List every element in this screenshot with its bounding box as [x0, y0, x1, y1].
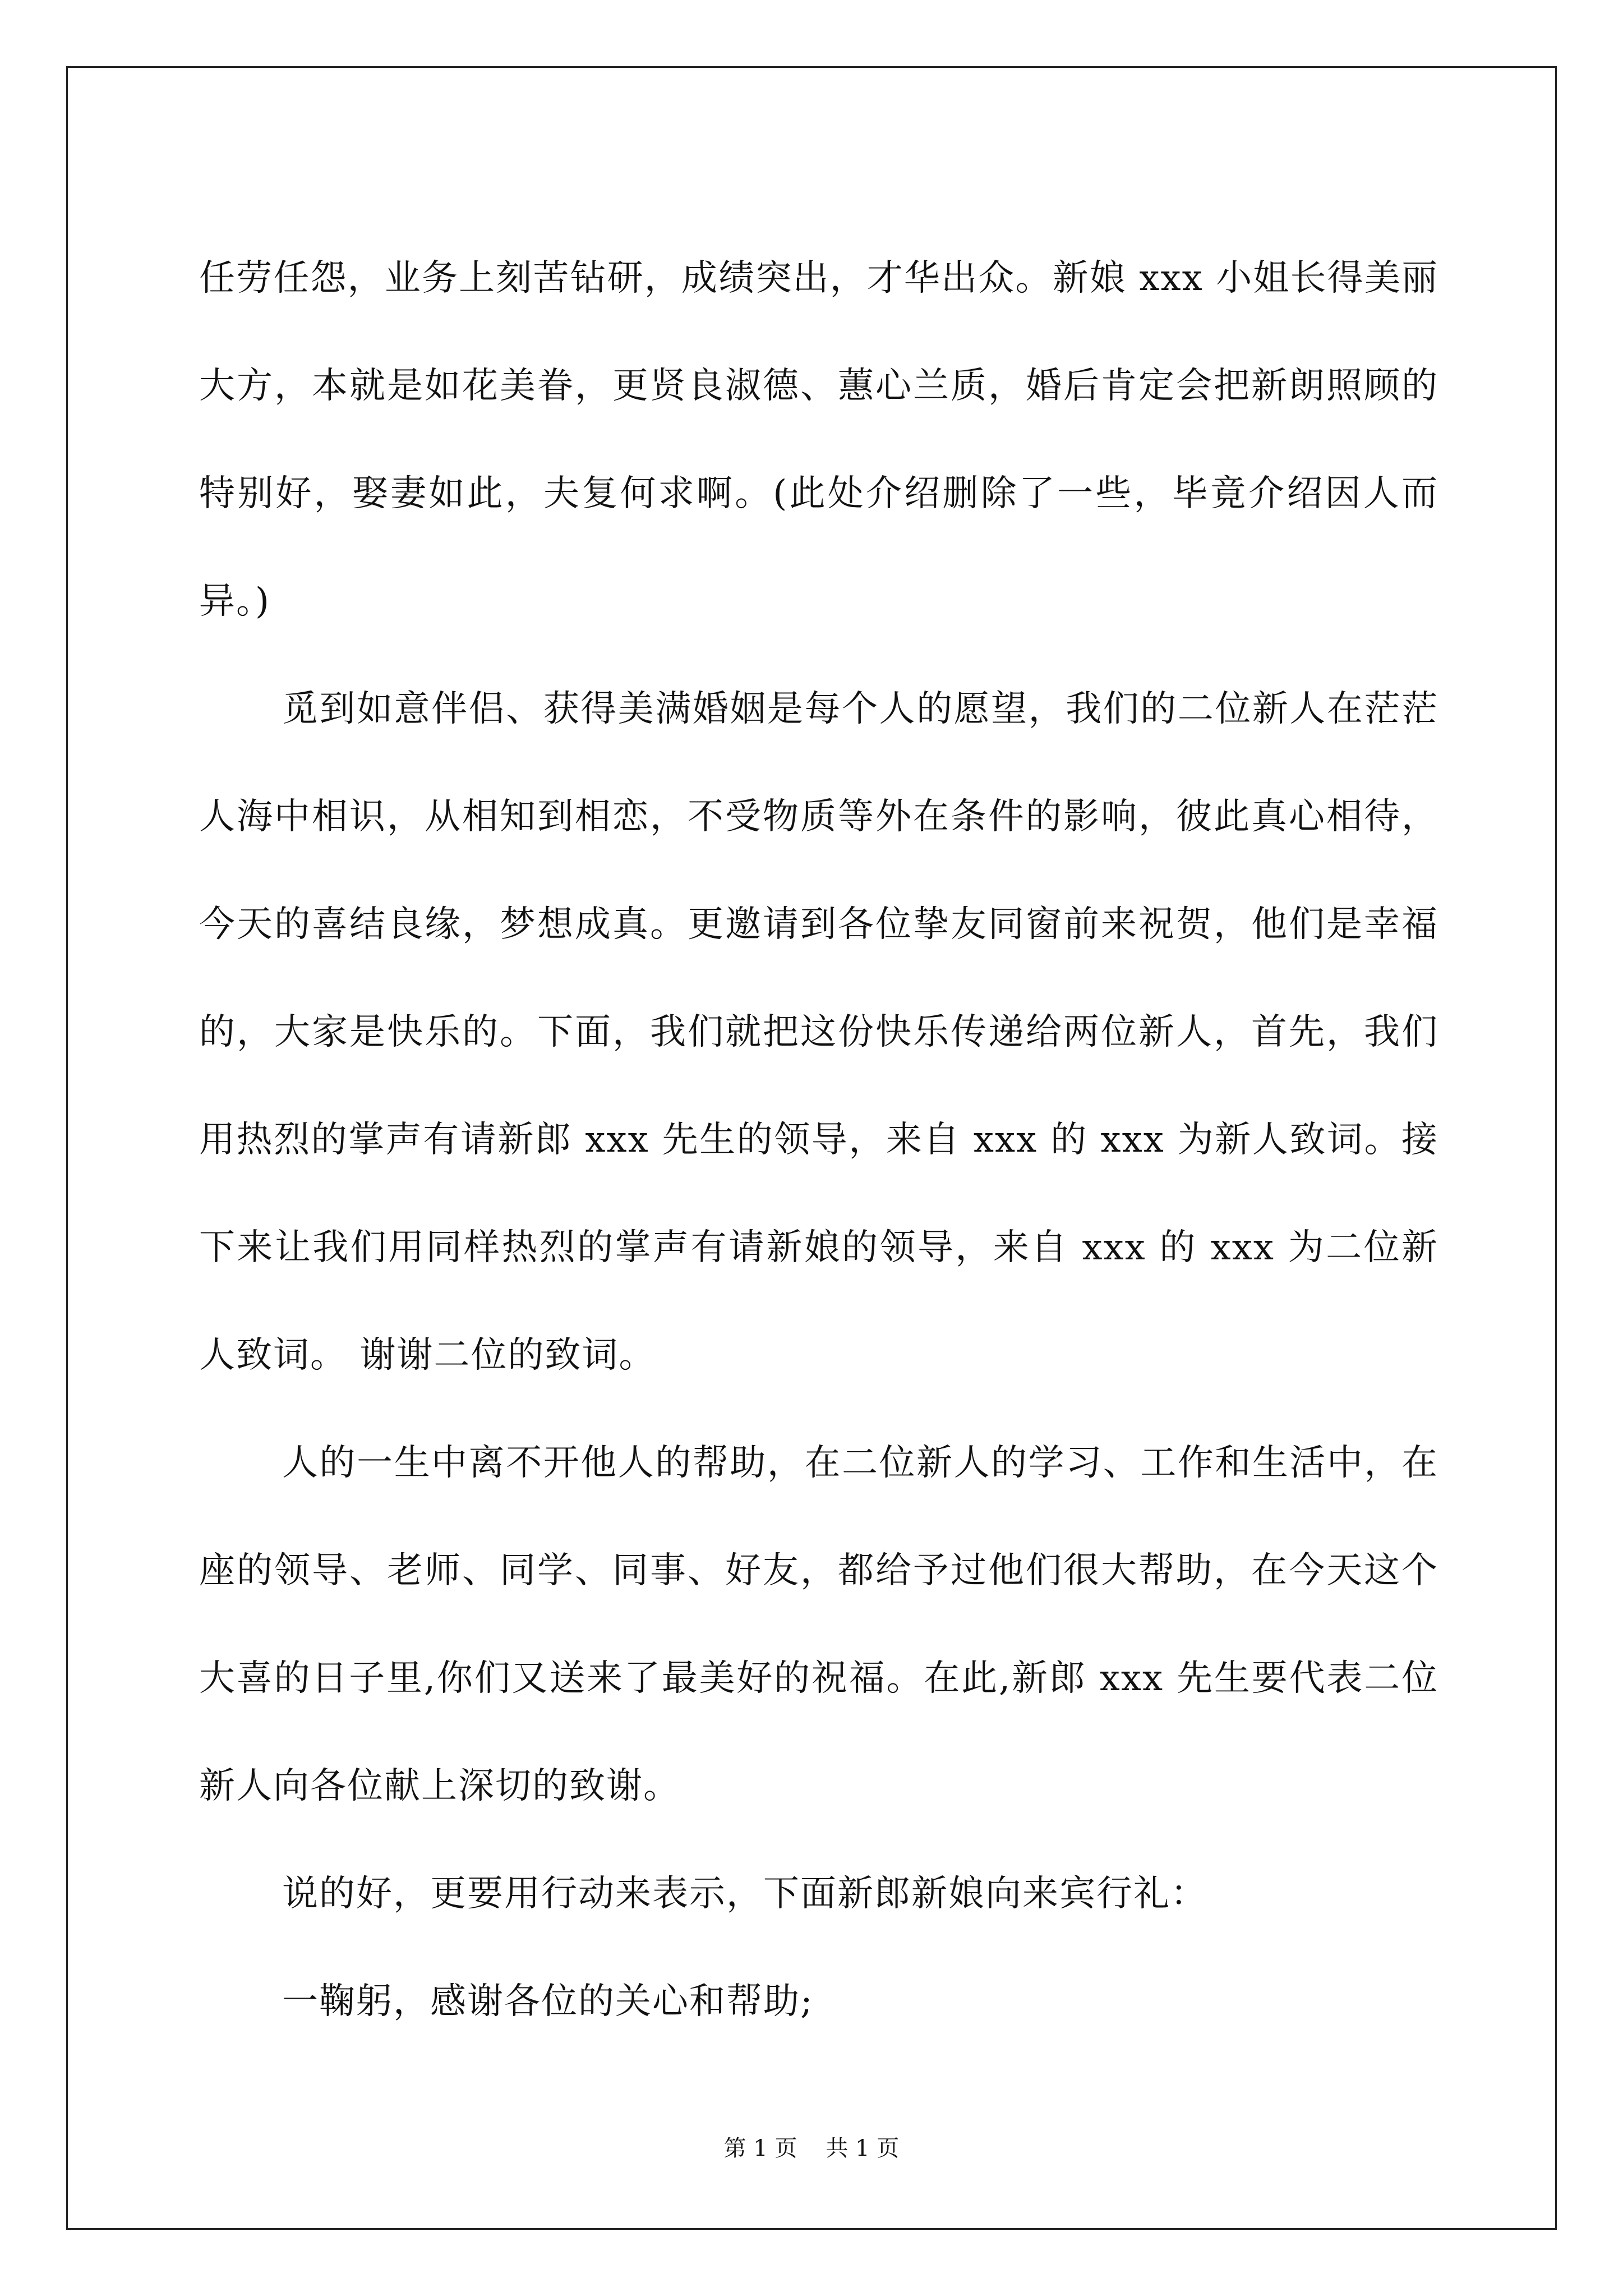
page-number: 第 1 页: [723, 2136, 797, 2161]
page-total: 共 1 页: [826, 2136, 900, 2161]
page-footer: [0, 2132, 1623, 2165]
paragraph-1: 任劳任怨，业务上刻苦钻研，成绩突出，才华出众。新娘 xxx 小姐长得美丽大方，本就是如花美眷，更贤良淑德、蕙心兰质，婚后肯定会把新朗照顾的特别好，娶妻如此，夫复何求啊。(此处介绍删除了一些，毕竟介绍因人而异。): [199, 257, 1438, 622]
document-body: [199, 224, 1438, 2055]
paragraph-3: 人的一生中离不开他人的帮助，在二位新人的学习、工作和生活中，在座的领导、老师、同学、同事、好友，都给予过他们很大帮助，在今天这个大喜的日子里,你们又送来了最美好的祝福。在此,新郎 xxx 先生要代表二位新人向各位献上深切的致谢。: [199, 1442, 1438, 1807]
paragraph-4: 说的好，更要用行动来表示，下面新郎新娘向来宾行礼：: [282, 1873, 1207, 1915]
paragraph-5: 一鞠躬，感谢各位的关心和帮助;: [282, 1981, 814, 2022]
paragraph-2: 觅到如意伴侣、获得美满婚姻是每个人的愿望，我们的二位新人在茫茫人海中相识，从相知到相恋，不受物质等外在条件的影响，彼此真心相待，今天的喜结良缘，梦想成真。更邀请到各位挚友同窗前来祝贺，他们是幸福的，大家是快乐的。下面，我们就把这份快乐传递给两位新人，首先，我们用热烈的掌声有请新郎 xxx 先生的领导，来自 xxx 的 xxx 为新人致词。接下来让我们用同样热烈的掌声有请新娘的领导，来自 xxx 的 xxx 为二位新人致词。 谢谢二位的致词。: [199, 688, 1438, 1376]
